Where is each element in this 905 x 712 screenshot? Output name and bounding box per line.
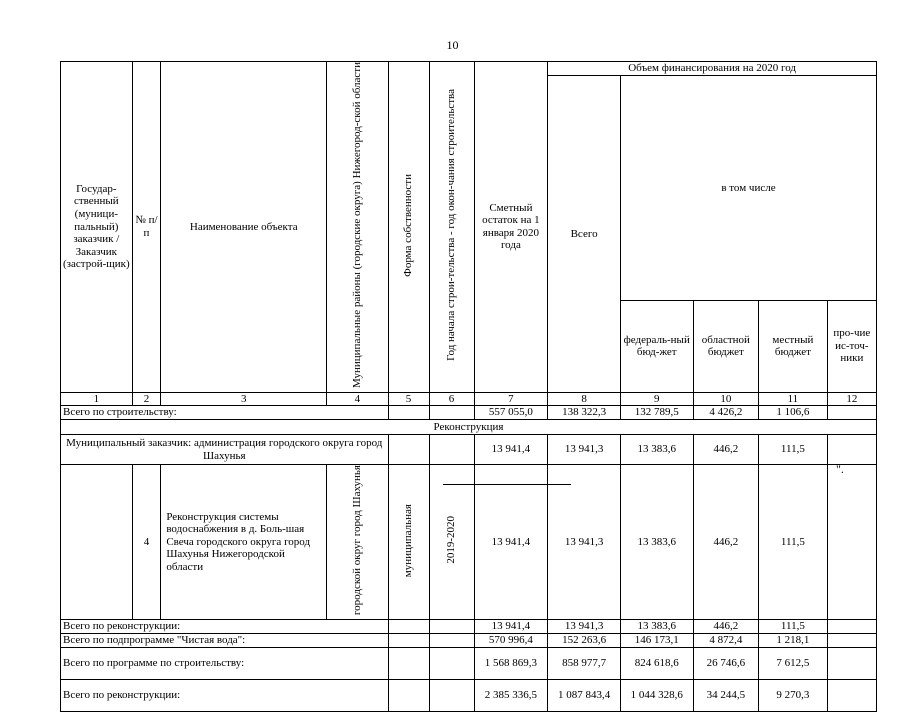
- estimated-balance-cell: 570 996,4: [474, 634, 548, 648]
- header-construction-period-text: Год начала строи-тельства - год окон-чания строительства: [445, 89, 458, 361]
- header-customer: Государ-ственный (муници-пальный) заказчик / Заказчик (застрой-щик): [61, 62, 133, 393]
- object-number: 4: [132, 465, 161, 620]
- local-cell: 9 270,3: [759, 680, 828, 712]
- header-municipal-districts-text: Муниципальные районы (городские округа) Нижегород-ской области: [351, 62, 364, 388]
- header-number: № п/п: [132, 62, 161, 393]
- column-number: 3: [161, 392, 327, 406]
- header-including: в том числе: [620, 76, 876, 301]
- local-cell: 7 612,5: [759, 648, 828, 680]
- regional-cell: 446,2: [693, 465, 759, 620]
- divider-line: [443, 484, 571, 485]
- column-number: 12: [827, 392, 876, 406]
- column-number: 7: [474, 392, 548, 406]
- row-label: Всего по строительству:: [61, 406, 389, 420]
- regional-cell: 446,2: [693, 435, 759, 465]
- construction-total-row: [61, 406, 877, 420]
- object-period: [429, 465, 474, 620]
- local-cell: 111,5: [759, 465, 828, 620]
- section-title: Реконструкция: [61, 420, 877, 435]
- column-number: 5: [388, 392, 429, 406]
- row-label: Всего по программе по строительству:: [61, 648, 389, 680]
- object-district-text: городской округ город Шахунья: [351, 465, 364, 616]
- header-ownership-form-text: Форма собственности: [402, 173, 415, 277]
- financing-table: [60, 61, 877, 712]
- program-construction-total-row: [61, 648, 877, 680]
- column-number: 11: [759, 392, 828, 406]
- estimated-balance-cell: 2 385 336,5: [474, 680, 548, 712]
- column-number: 6: [429, 392, 474, 406]
- regional-cell: 4 872,4: [693, 634, 759, 648]
- header-ownership-form: [388, 62, 429, 393]
- column-number-row: [61, 392, 877, 406]
- section-title-row: [61, 420, 877, 435]
- object-row: [61, 465, 877, 620]
- total-cell: 152 263,6: [548, 634, 621, 648]
- object-district: [327, 465, 388, 620]
- total-cell: 858 977,7: [548, 648, 621, 680]
- page-number: 10: [446, 38, 459, 52]
- header-municipal-districts: [327, 62, 388, 393]
- customer-row: [61, 435, 877, 465]
- estimated-balance-cell: 13 941,4: [474, 435, 548, 465]
- federal-cell: 132 789,5: [620, 406, 693, 420]
- regional-cell: 4 426,2: [693, 406, 759, 420]
- federal-cell: 13 383,6: [620, 435, 693, 465]
- header-estimated-balance: Сметный остаток на 1 января 2020 года: [474, 62, 548, 393]
- row-label: Всего по реконструкции:: [61, 620, 389, 634]
- object-ownership-text: муниципальная: [402, 503, 415, 577]
- object-ownership: [388, 465, 429, 620]
- row-label: Всего по реконструкции:: [61, 680, 389, 712]
- header-total: Всего: [548, 76, 621, 393]
- estimated-balance-cell: 13 941,4: [474, 465, 548, 620]
- regional-cell: 446,2: [693, 620, 759, 634]
- federal-cell: 13 383,6: [620, 465, 693, 620]
- federal-cell: 1 044 328,6: [620, 680, 693, 712]
- column-number: 8: [548, 392, 621, 406]
- column-number: 10: [693, 392, 759, 406]
- federal-cell: 824 618,6: [620, 648, 693, 680]
- row-label: Всего по подпрограмме "Чистая вода":: [61, 634, 389, 648]
- federal-cell: 13 383,6: [620, 620, 693, 634]
- header-financing-volume: Объем финансирования на 2020 год: [548, 62, 877, 76]
- header-object-name: Наименование объекта: [161, 62, 327, 393]
- column-number: 1: [61, 392, 133, 406]
- closing-quote: ".: [836, 462, 844, 476]
- column-number: 2: [132, 392, 161, 406]
- estimated-balance-cell: 1 568 869,3: [474, 648, 548, 680]
- regional-cell: 26 746,6: [693, 648, 759, 680]
- program-reconstruction-total-row: [61, 680, 877, 712]
- total-cell: 138 322,3: [548, 406, 621, 420]
- federal-cell: 146 173,1: [620, 634, 693, 648]
- estimated-balance-cell: 557 055,0: [474, 406, 548, 420]
- local-cell: 1 218,1: [759, 634, 828, 648]
- total-cell: 13 941,3: [548, 620, 621, 634]
- total-cell: 13 941,3: [548, 465, 621, 620]
- header-construction-period: [429, 62, 474, 393]
- regional-cell: 34 244,5: [693, 680, 759, 712]
- local-cell: 1 106,6: [759, 406, 828, 420]
- estimated-balance-cell: 13 941,4: [474, 620, 548, 634]
- object-name: Реконструкция системы водоснабжения в д. Боль-шая Свеча городского округа город Шахунья Нижегородской области: [161, 465, 327, 620]
- column-number: 4: [327, 392, 388, 406]
- reconstruction-total-row: [61, 620, 877, 634]
- header-regional-budget: областной бюджет: [693, 300, 759, 392]
- customer-label: Муниципальный заказчик: администрация городского округа город Шахунья: [61, 435, 389, 465]
- local-cell: 111,5: [759, 620, 828, 634]
- header-federal-budget: федераль-ный бюд-жет: [620, 300, 693, 392]
- column-number: 9: [620, 392, 693, 406]
- header-local-budget: местный бюджет: [759, 300, 828, 392]
- total-cell: 13 941,3: [548, 435, 621, 465]
- header-other-sources: про-чие ис-точ-ники: [827, 300, 876, 392]
- object-period-text: 2019-2020: [445, 516, 458, 565]
- subprogram-total-row: [61, 634, 877, 648]
- local-cell: 111,5: [759, 435, 828, 465]
- total-cell: 1 087 843,4: [548, 680, 621, 712]
